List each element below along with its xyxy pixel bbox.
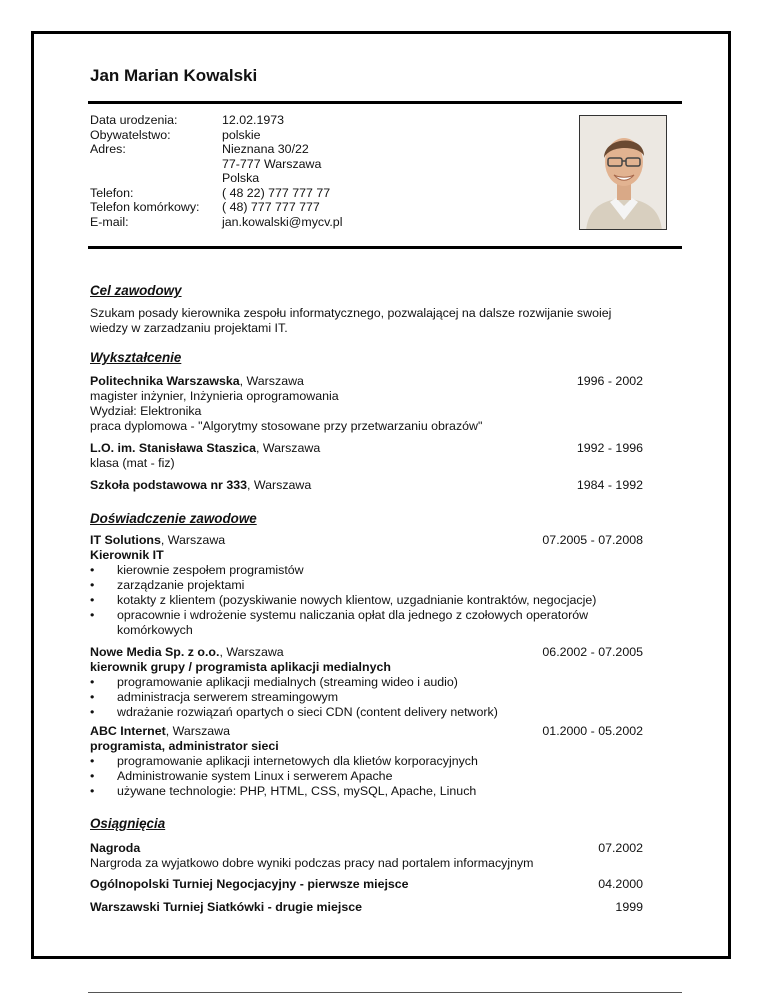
info-value: 12.02.1973 xyxy=(222,113,285,127)
list-item: • programowanie aplikacji internetowych dla klietów korporacyjnych xyxy=(90,754,643,769)
list-item-continuation: komórkowych xyxy=(117,623,193,637)
info-label: Obywatelstwo: xyxy=(90,127,171,142)
entry-heading xyxy=(90,478,311,493)
school-city: , Warszawa xyxy=(247,478,312,492)
entry-dates: 1999 xyxy=(615,900,643,914)
objective-line: Szukam posady kierownika zespołu informatycznego, pozwalającej na dalsze rozwijanie swoiej xyxy=(90,306,612,320)
objective-text xyxy=(90,306,650,336)
entry-header xyxy=(90,441,643,456)
info-row xyxy=(90,200,342,215)
info-value: 77-777 Warszawa xyxy=(222,156,322,171)
entry-heading xyxy=(90,441,320,456)
info-label: Data urodzenia: xyxy=(90,113,178,127)
entry-header xyxy=(90,900,643,915)
cv-name: Jan Marian Kowalski xyxy=(90,66,258,85)
job-role: kierownik grupy / programista aplikacji medialnych xyxy=(90,660,391,674)
duties-list xyxy=(90,675,643,720)
entry-header xyxy=(90,533,643,548)
achievement-name: Nagroda xyxy=(90,841,141,855)
entry-line: magister inżynier, Inżynieria oprogramowania xyxy=(90,389,339,403)
entry-header xyxy=(90,478,643,493)
entry-line: Wydział: Elektronika xyxy=(90,404,202,418)
entry-line: praca dyplomowa - "Algorytmy stosowane przy przetwarzaniu obrazów" xyxy=(90,419,483,433)
entry-dates: 01.2000 - 05.2002 xyxy=(542,724,643,738)
company-city: , Warszawa xyxy=(165,724,230,738)
info-row xyxy=(90,215,342,230)
info-row xyxy=(90,113,342,128)
job-role: Kierownik IT xyxy=(90,548,164,562)
list-item: • Administrowanie system Linux i serwerem Apache xyxy=(90,769,643,784)
section-title-experience: Doświadczenie zawodowe xyxy=(90,511,257,526)
info-label xyxy=(90,171,222,186)
entry-dates: 1992 - 1996 xyxy=(576,441,643,455)
experience-entry xyxy=(90,724,643,799)
header-rule xyxy=(88,101,682,104)
info-rule xyxy=(88,246,682,249)
education-entry xyxy=(90,374,643,434)
entry-header xyxy=(90,877,643,892)
info-value: Polska xyxy=(222,171,260,185)
company-name: ABC Internet xyxy=(90,724,166,738)
info-label: Adres: xyxy=(90,142,126,156)
list-item: • używane technologie: PHP, HTML, CSS, mySQL, Apache, Linuch xyxy=(90,784,643,799)
school-city: , Warszawa xyxy=(239,374,304,388)
entry-dates: 07.2005 - 07.2008 xyxy=(542,533,643,547)
info-value: jan.kowalski@mycv.pl xyxy=(222,214,343,229)
info-row xyxy=(90,128,342,143)
company-city: , Warszawa xyxy=(219,645,284,659)
info-value: polskie xyxy=(222,127,261,142)
school-city: , Warszawa xyxy=(255,441,321,455)
info-row xyxy=(90,157,342,172)
entry-dates: 1984 - 1992 xyxy=(576,478,643,492)
achievement-entry xyxy=(90,900,643,915)
personal-info xyxy=(90,113,342,229)
school-name: Politechnika Warszawska xyxy=(90,374,240,388)
education-entry xyxy=(90,441,643,471)
list-item: • wdrażanie rozwiązań opartych o sieci CDN (content delivery network) xyxy=(90,705,643,720)
entry-line: klasa (mat - fiz) xyxy=(90,456,175,470)
info-label xyxy=(90,157,222,172)
company-name: IT Solutions xyxy=(90,533,161,547)
entry-dates: 07.2002 xyxy=(598,841,643,855)
entry-heading xyxy=(90,645,284,660)
info-value: Nieznana 30/22 xyxy=(222,142,309,156)
objective-line: wiedzy w zarzadzaniu projektami IT. xyxy=(90,321,288,335)
footer-rule xyxy=(88,992,682,993)
achievement-name: Ogólnopolski Turniej Negocjacyjny - pierwsze miejsce xyxy=(90,877,409,891)
duties-list xyxy=(90,563,643,623)
list-item: • programowanie aplikacji medialnych (streaming wideo i audio) xyxy=(90,675,643,690)
section-title-achievements: Osiągnięcia xyxy=(90,816,166,831)
list-item: • kierownie zespołem programistów xyxy=(90,563,643,578)
entry-header xyxy=(90,374,643,389)
experience-entry xyxy=(90,533,643,638)
entry-dates: 06.2002 - 07.2005 xyxy=(542,645,643,659)
achievement-entry xyxy=(90,841,643,871)
entry-header xyxy=(90,724,643,739)
entry-header xyxy=(90,645,643,660)
list-item: • kotakty z klientem (pozyskiwanie nowych klientow, uzgadnianie kontraktów, negocjacje) xyxy=(90,593,643,608)
info-label: Telefon: xyxy=(90,185,134,200)
entry-heading xyxy=(90,374,304,389)
entry-dates: 04.2000 xyxy=(598,877,643,891)
info-row xyxy=(90,186,342,201)
school-name: Szkoła podstawowa nr 333 xyxy=(90,478,247,492)
profile-photo xyxy=(579,115,667,230)
section-title-objective: Cel zawodowy xyxy=(90,283,182,298)
entry-header xyxy=(90,841,643,856)
portrait-illustration xyxy=(580,116,667,230)
list-item: • zarządzanie projektami xyxy=(90,578,643,593)
info-label: Telefon komórkowy: xyxy=(90,200,200,214)
info-label: E-mail: xyxy=(90,214,129,229)
duties-list xyxy=(90,754,643,799)
info-value: ( 48 22) 777 777 77 xyxy=(222,185,331,200)
info-row xyxy=(90,142,342,157)
school-name: L.O. im. Stanisława Staszica xyxy=(90,441,256,455)
list-item: • administracja serwerem streamingowym xyxy=(90,690,643,705)
experience-entry xyxy=(90,645,643,720)
company-city: , Warszawa xyxy=(160,533,226,547)
info-row xyxy=(90,171,342,186)
education-entry xyxy=(90,478,643,493)
section-title-education: Wykształcenie xyxy=(90,350,182,365)
achievement-entry xyxy=(90,877,643,892)
entry-heading xyxy=(90,533,225,548)
achievement-name: Warszawski Turniej Siatkówki - drugie miejsce xyxy=(90,900,362,914)
list-item: • opracownie i wdrożenie systemu naliczania opłat dla jednego z czołowych operatorów xyxy=(90,608,643,623)
info-value: ( 48) 777 777 777 xyxy=(222,200,320,214)
entry-heading xyxy=(90,724,230,739)
job-role: programista, administrator sieci xyxy=(90,739,279,753)
achievement-desc: Nargroda za wyjatkowo dobre wyniki podczas pracy nad portalem informacyjnym xyxy=(90,856,534,870)
company-name: Nowe Media Sp. z o.o. xyxy=(90,645,220,659)
entry-dates: 1996 - 2002 xyxy=(576,374,643,388)
